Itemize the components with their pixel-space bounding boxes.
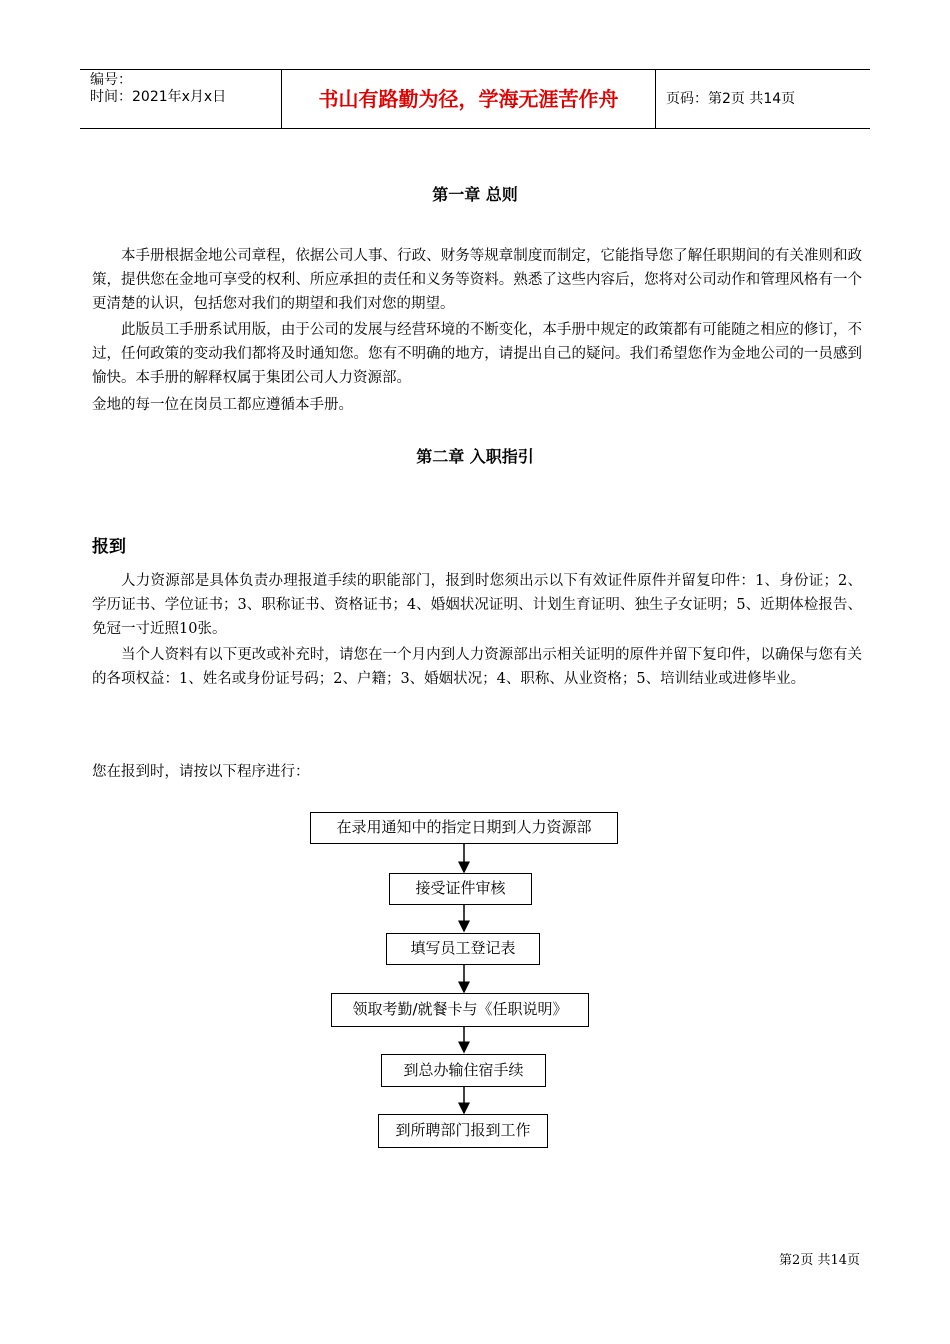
flow-step-5: 到总办输住宿手续 [381, 1054, 546, 1087]
section-title-report: 报到 [92, 537, 126, 557]
header-motto: 书山有路勤为径，学海无涯苦作舟 [282, 70, 656, 128]
page-footer: 第2页 共14页 [779, 1253, 860, 1268]
chapter-2-paragraph-2: 当个人资料有以下更改或补充时，请您在一个月内到人力资源部出示相关证明的原件并留下复印件，以确保与您有关的各项权益：1、姓名或身份证号码；2、户籍；3、婚姻状况；4、职称、从业资格；5、培训结业或进修毕业。 [92, 647, 862, 687]
chapter-1-title: 第一章 总则 [432, 185, 518, 204]
page-header [80, 69, 870, 129]
chapter-1-paragraph-1: 本手册根据金地公司章程，依据公司人事、行政、财务等规章制度而制定，它能指导您了解任职期间的有关准则和政策，提供您在金地可享受的权利、所应承担的责任和义务等资料。熟悉了这些内容后，您将对公司动作和管理风格有一个更清楚的认识，包括您对我们的期望和我们对您的期望。 [92, 248, 862, 312]
flow-step-1: 在录用通知中的指定日期到人力资源部 [310, 812, 618, 844]
chapter-1-paragraph-3: 金地的每一位在岗员工都应遵循本手册。 [92, 397, 353, 413]
chapter-1-paragraph-2: 此版员工手册系试用版，由于公司的发展与经营环境的不断变化，本手册中规定的政策都有可能随之相应的修订，不过，任何政策的变动我们都将及时通知您。您有不明确的地方，请提出自己的疑问。我们希望您作为金地公司的一员感到愉快。本手册的解释权属于集团公司人力资源部。 [92, 322, 862, 386]
header-meta [80, 70, 282, 128]
flow-step-3: 填写员工登记表 [386, 933, 540, 965]
chapter-2-paragraph-3: 您在报到时，请按以下程序进行： [92, 764, 310, 780]
flow-step-2: 接受证件审核 [389, 873, 532, 905]
chapter-2-title: 第二章 入职指引 [416, 447, 534, 466]
flow-step-4: 领取考勤/就餐卡与《任职说明》 [331, 993, 589, 1027]
header-page-info: 页码：第2页 共14页 [666, 91, 796, 107]
header-number-label: 编号： [90, 72, 132, 88]
header-time-label: 时间：2021年x月x日 [90, 89, 227, 105]
chapter-2-paragraph-1: 人力资源部是具体负责办理报道手续的职能部门，报到时您须出示以下有效证件原件并留复印件：1、身份证；2、学历证书、学位证书；3、职称证书、资格证书；4、婚姻状况证明、计划生育证明、独生子女证明；5、近期体检报告、免冠一寸近照10张。 [92, 573, 862, 637]
flow-step-6: 到所聘部门报到工作 [378, 1114, 548, 1148]
